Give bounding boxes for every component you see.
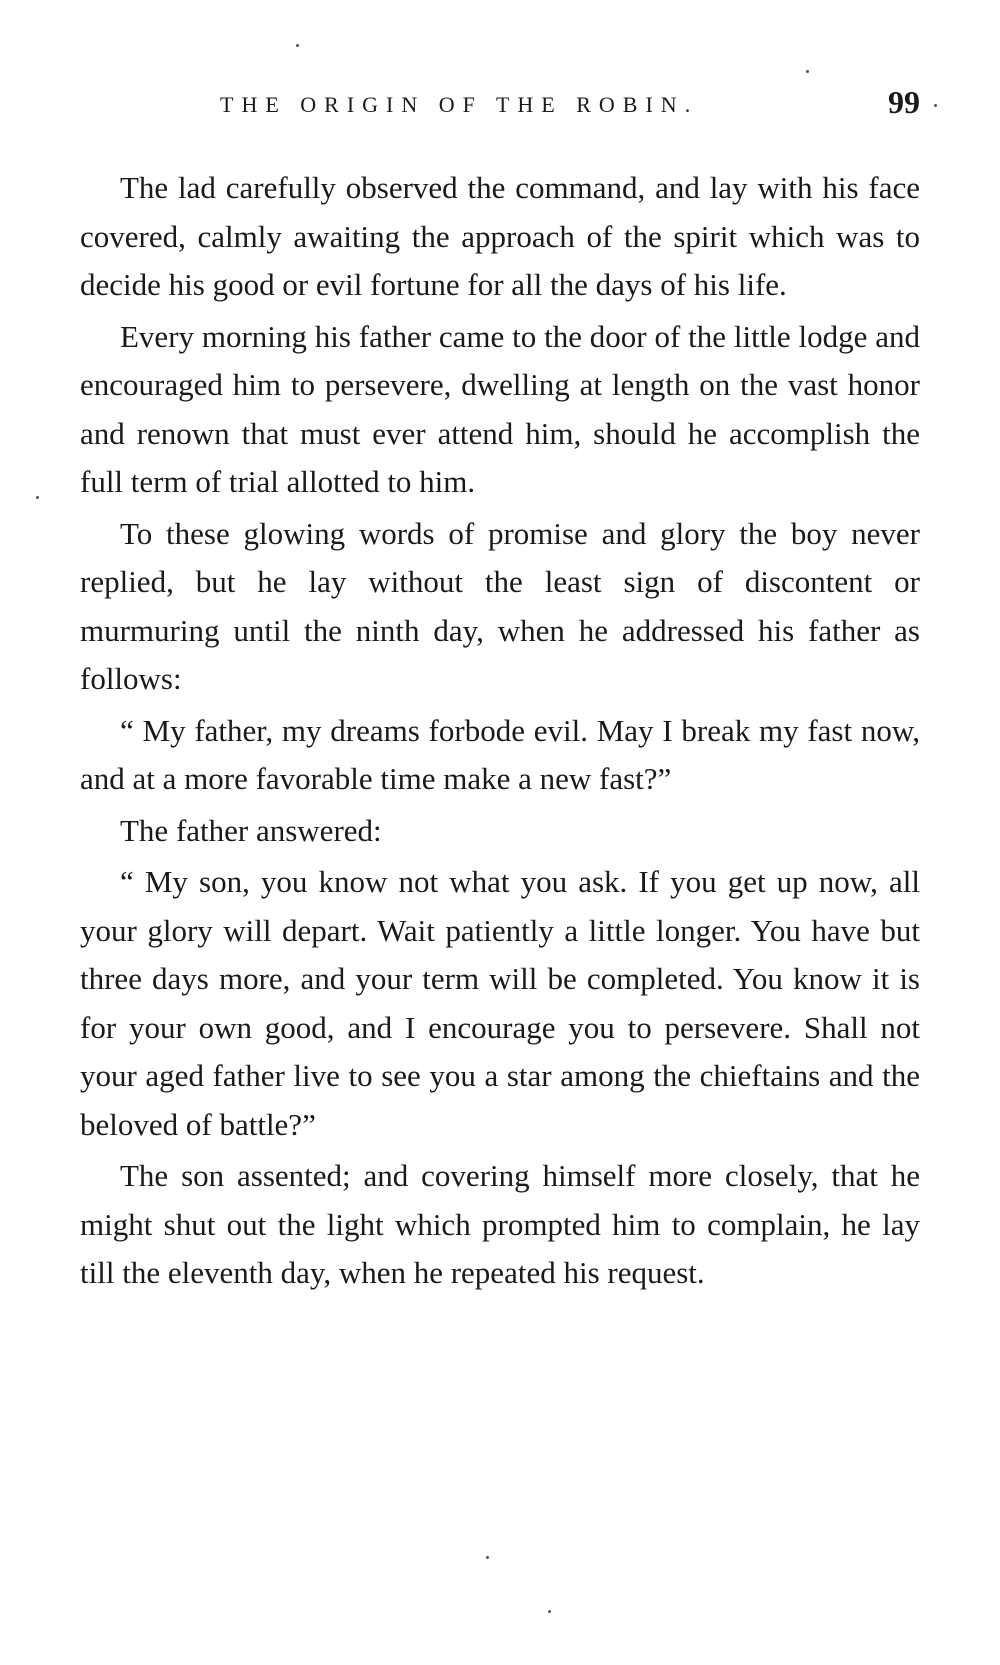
paragraph: The father answered: <box>120 812 382 848</box>
body-text <box>80 164 920 1298</box>
running-head <box>80 84 920 134</box>
print-speck <box>806 70 809 73</box>
paragraph: Every morning his father came to the door of the little lodge and encouraged him to persevere, dwelling at length on the vast honor and renown that must ever attend him, should he accomplish the full term of trial allotted to him. <box>80 318 920 499</box>
paragraph: “ My father, my dreams forbode evil. May I break my fast now, and at a more favorable time make a new fast?” <box>80 712 920 796</box>
book-page <box>80 84 920 1301</box>
print-speck <box>36 496 39 499</box>
print-speck <box>934 104 937 107</box>
print-speck <box>486 1556 489 1559</box>
print-speck <box>296 44 299 47</box>
paragraph: “ My son, you know not what you ask. If you get up now, all your glory will depart. Wait patiently a little longer. You have but three days more, and your term will be completed. You know it is for your own good, and I encourage you to persevere. Shall not your aged father live to see you a star among the chieftains and the beloved of battle?” <box>80 864 920 1142</box>
paragraph: To these glowing words of promise and glory the boy never replied, but he lay without the least sign of discontent or murmuring until the ninth day, when he addressed his father as follows: <box>80 515 920 696</box>
page-number: 99 <box>888 84 920 120</box>
running-title: THE ORIGIN OF THE ROBIN. <box>220 92 699 117</box>
print-speck <box>548 1610 551 1613</box>
paragraph: The lad carefully observed the command, and lay with his face covered, calmly awaiting the approach of the spirit which was to decide his good or evil fortune for all the days of his life. <box>80 170 920 302</box>
paragraph: The son assented; and covering himself more closely, that he might shut out the light which prompted him to complain, he lay till the eleventh day, when he repeated his request. <box>80 1158 920 1290</box>
